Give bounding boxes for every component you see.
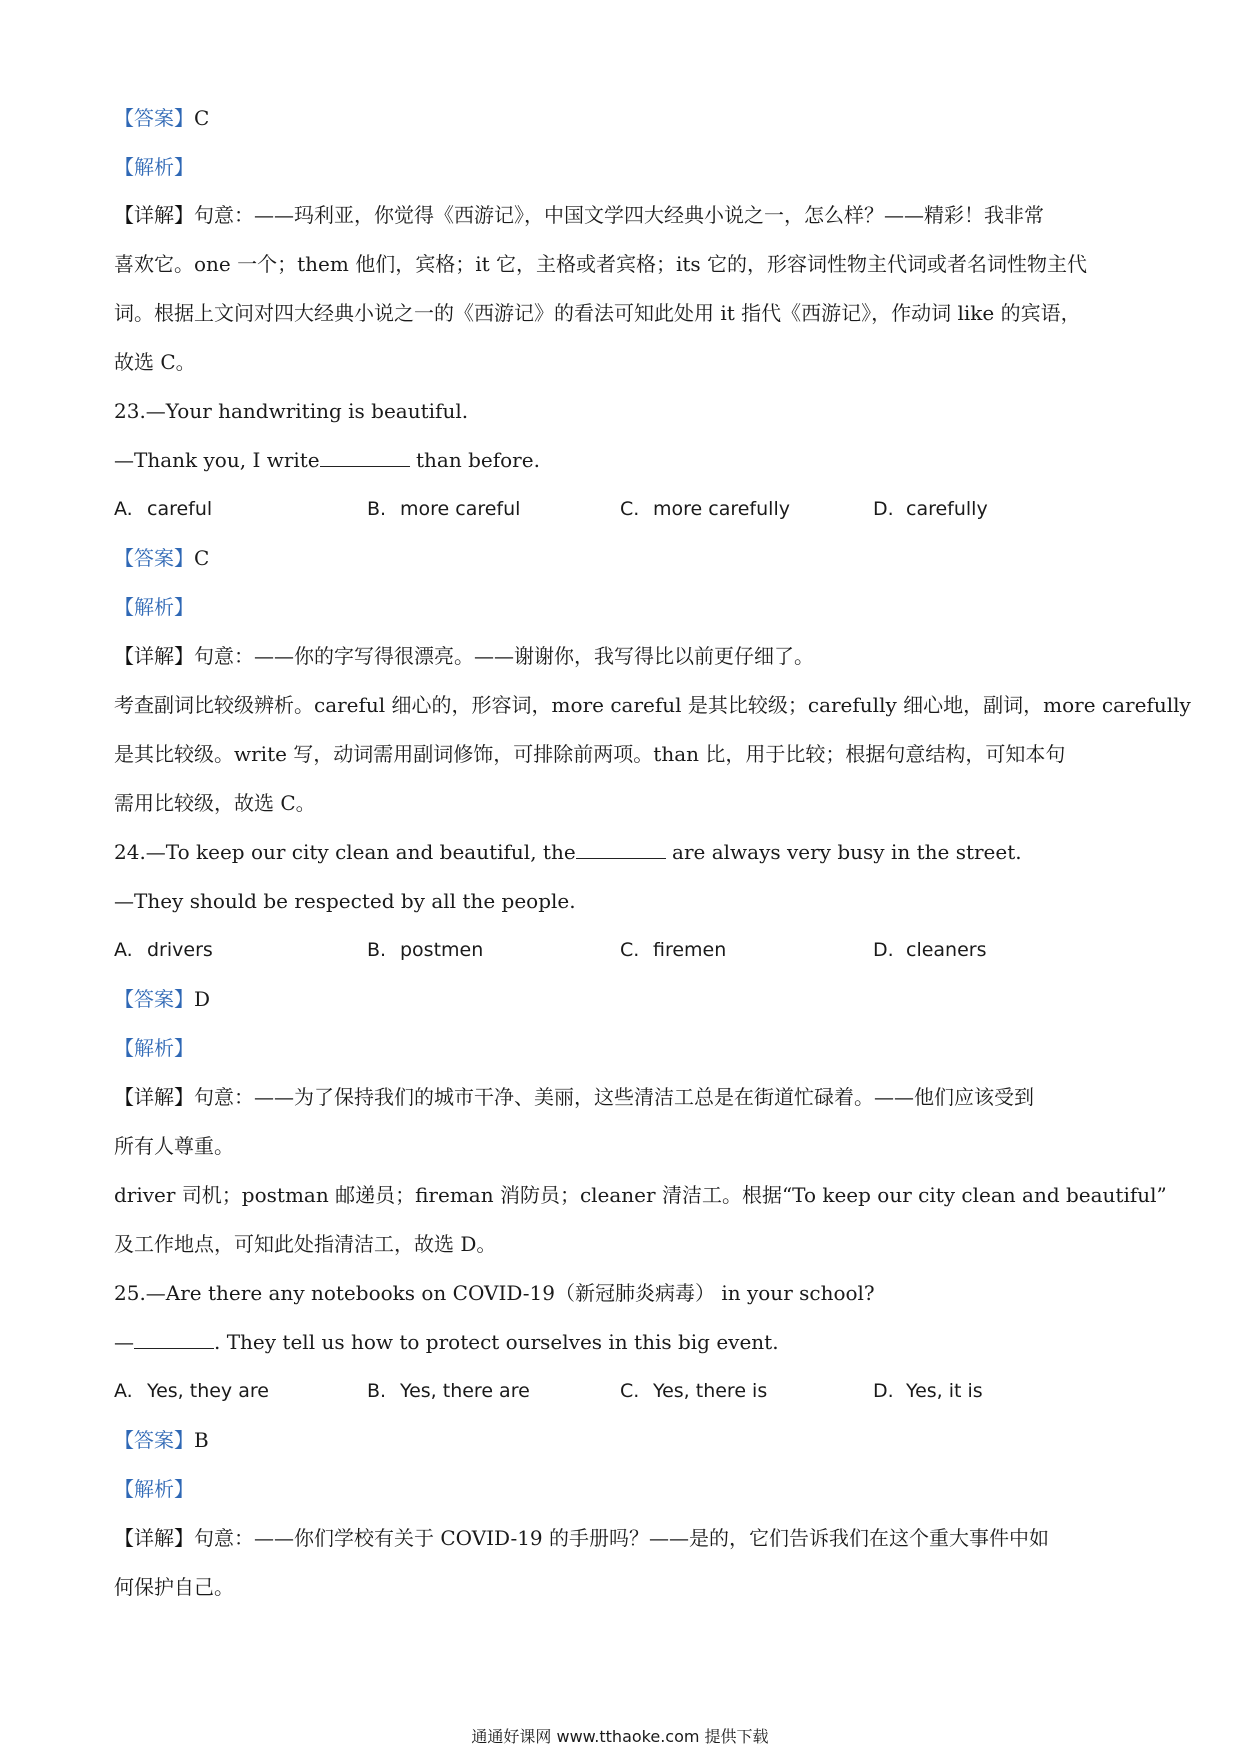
option-text: Yes, it is [906, 1380, 983, 1402]
detail-text: 句意：——你的字写得很漂亮。——谢谢你，我写得比以前更仔细了。 [194, 644, 814, 668]
answer-line-24 [114, 984, 210, 1014]
stem-text: 24.—To keep our city clean and beautiful, the [114, 840, 576, 864]
option-a [114, 494, 212, 524]
analysis-tag-22: 【解析】 [114, 155, 194, 179]
option-a [114, 935, 213, 965]
detail-line: 何保护自己。 [114, 1575, 234, 1599]
answer-value: B [194, 1428, 209, 1452]
option-b [367, 494, 520, 524]
stem-text: than before. [409, 448, 540, 472]
answer-blank [576, 840, 666, 859]
answer-line-22 [114, 103, 209, 133]
stem-text: —Thank you, I write [114, 448, 320, 472]
detail-tag: 【详解】 [114, 644, 194, 668]
answer-line-25 [114, 1425, 209, 1455]
detail-line [114, 1523, 1049, 1553]
option-letter: D. [873, 1380, 894, 1402]
detail-line: 词。根据上文问对四大经典小说之一的《西游记》的看法可知此处用 it 指代《西游记》，作动词 like 的宾语， [114, 301, 1081, 325]
option-letter: A. [114, 939, 133, 961]
detail-tag: 【详解】 [114, 1526, 194, 1550]
option-letter: C. [620, 498, 640, 520]
detail-line [114, 1082, 1034, 1112]
option-text: Yes, they are [147, 1380, 269, 1402]
detail-text: 句意：——你们学校有关于 COVID-19 的手册吗？——是的，它们告诉我们在这个重大事件中如 [194, 1526, 1050, 1550]
option-text: firemen [653, 939, 727, 961]
option-text: more careful [400, 498, 521, 520]
option-letter: D. [873, 939, 894, 961]
option-text: Yes, there is [653, 1380, 768, 1402]
page-footer: 通通好课网 www.tthaoke.com 提供下载 [471, 1727, 769, 1746]
option-letter: C. [620, 939, 640, 961]
detail-text: 句意：——玛利亚，你觉得《西游记》，中国文学四大经典小说之一，怎么样？——精彩！我非常 [194, 203, 1044, 227]
option-c [620, 494, 790, 524]
option-letter: B. [367, 1380, 387, 1402]
question-23-response [114, 445, 540, 475]
question-25-response [114, 1327, 779, 1357]
option-d [873, 935, 987, 965]
answer-tag: 【答案】 [114, 106, 194, 130]
option-text: more carefully [653, 498, 790, 520]
analysis-tag-25: 【解析】 [114, 1477, 194, 1501]
detail-line: 需用比较级，故选 C。 [114, 791, 316, 815]
option-text: postmen [400, 939, 484, 961]
stem-text: — [114, 1330, 134, 1354]
option-b [367, 1376, 530, 1406]
detail-line [114, 200, 1044, 230]
answer-value: C [194, 106, 210, 130]
detail-text: 句意：——为了保持我们的城市干净、美丽，这些清洁工总是在街道忙碌着。——他们应该受到 [194, 1085, 1034, 1109]
answer-value: C [194, 546, 210, 570]
answer-tag: 【答案】 [114, 1428, 194, 1452]
question-25-stem: 25.—Are there any notebooks on COVID-19（新冠肺炎病毒） in your school? [114, 1281, 875, 1305]
option-letter: A. [114, 1380, 133, 1402]
option-d [873, 494, 988, 524]
option-letter: B. [367, 939, 387, 961]
answer-tag: 【答案】 [114, 987, 194, 1011]
option-d [873, 1376, 983, 1406]
detail-line: 考查副词比较级辨析。careful 细心的，形容词，more careful 是其比较级；carefully 细心地，副词，more carefully [114, 693, 1191, 717]
question-23-stem: 23.—Your handwriting is beautiful. [114, 399, 469, 423]
detail-line: 故选 C。 [114, 350, 196, 374]
detail-line [114, 641, 814, 671]
detail-line: 喜欢它。one 一个；them 他们，宾格；it 它，主格或者宾格；its 它的，形容词性物主代词或者名词性物主代 [114, 252, 1088, 276]
analysis-tag-24: 【解析】 [114, 1036, 194, 1060]
stem-text: are always very busy in the street. [665, 840, 1022, 864]
detail-tag: 【详解】 [114, 1085, 194, 1109]
detail-line: driver 司机；postman 邮递员；fireman 消防员；cleaner 清洁工。根据“To keep our city clean and beautiful” [114, 1183, 1167, 1207]
option-text: drivers [147, 939, 213, 961]
option-text: Yes, there are [400, 1380, 530, 1402]
option-letter: B. [367, 498, 387, 520]
option-c [620, 1376, 767, 1406]
stem-text: . They tell us how to protect ourselves in this big event. [214, 1330, 779, 1354]
detail-line: 是其比较级。write 写，动词需用副词修饰，可排除前两项。than 比，用于比较；根据句意结构，可知本句 [114, 742, 1066, 766]
answer-value: D [194, 987, 211, 1011]
detail-line: 所有人尊重。 [114, 1134, 234, 1158]
answer-line-23 [114, 543, 209, 573]
option-text: carefully [906, 498, 988, 520]
answer-blank [134, 1330, 214, 1349]
option-b [367, 935, 483, 965]
question-24-response: —They should be respected by all the people. [114, 889, 576, 913]
answer-tag: 【答案】 [114, 546, 194, 570]
answer-blank [320, 448, 410, 467]
question-24-stem [114, 837, 1022, 867]
option-c [620, 935, 726, 965]
option-letter: C. [620, 1380, 640, 1402]
option-text: careful [147, 498, 213, 520]
option-a [114, 1376, 269, 1406]
option-text: cleaners [906, 939, 987, 961]
option-letter: A. [114, 498, 133, 520]
analysis-tag-23: 【解析】 [114, 595, 194, 619]
detail-tag: 【详解】 [114, 203, 194, 227]
option-letter: D. [873, 498, 894, 520]
detail-line: 及工作地点，可知此处指清洁工，故选 D。 [114, 1232, 497, 1256]
